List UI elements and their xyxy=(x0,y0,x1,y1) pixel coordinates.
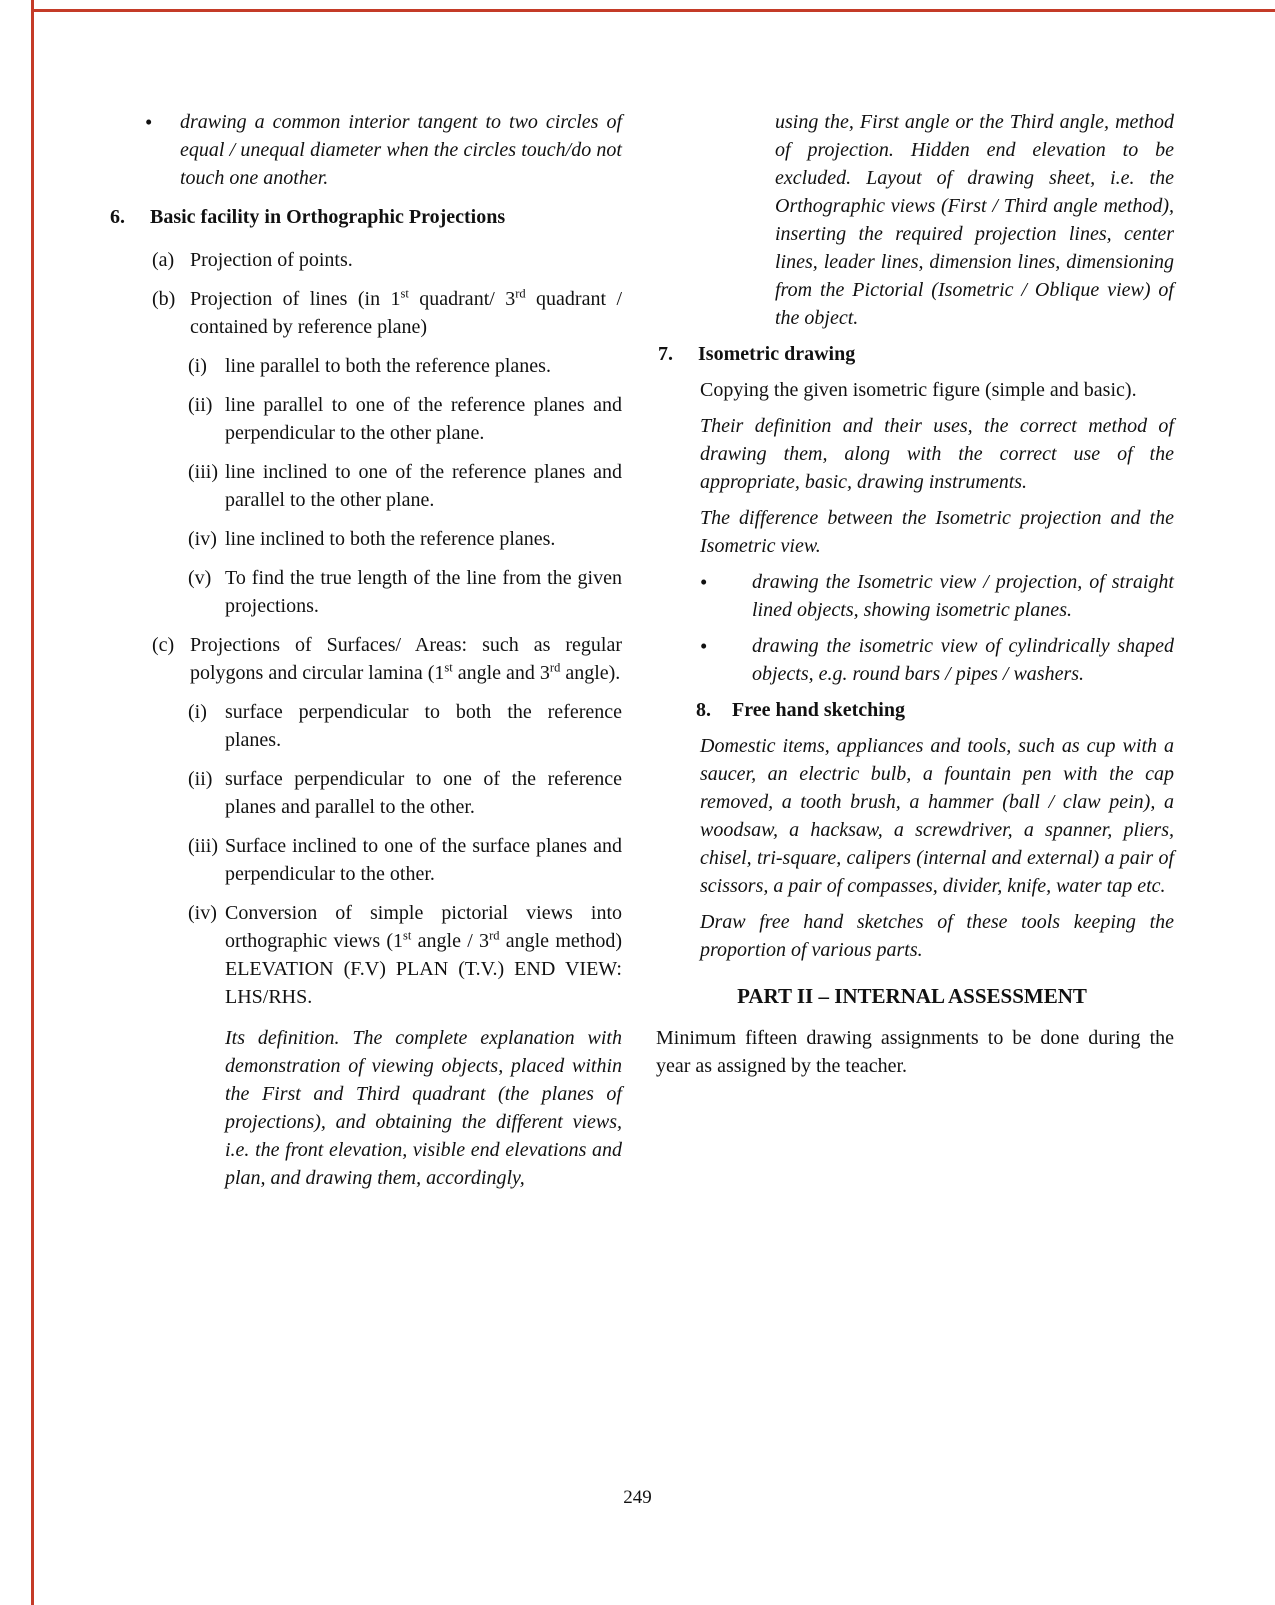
item-c-label: (c) xyxy=(152,634,175,656)
item-c-iii xyxy=(188,832,622,888)
item-b-label: (b) xyxy=(152,288,176,310)
section-6-title: Basic facility in Orthographic Projections xyxy=(150,206,506,228)
section-8-italic-1: Domestic items, appliances and tools, such as cup with a saucer, an electric bulb, a fountain pen with the cap removed, a tooth brush, a hammer (ball / claw pein), a woodsaw, a hacksaw, a screwdriver, a spanner, pliers, chisel, tri-square, calipers (internal and external) a pair of scissors, a pair of compasses, divider, knife, water tap etc. xyxy=(700,735,1174,897)
section-8-italic-2: Draw free hand sketches of these tools keeping the proportion of various parts. xyxy=(700,911,1174,961)
item-c-iv-sup1: st xyxy=(403,928,412,943)
item-c-text xyxy=(190,631,622,687)
left-column xyxy=(110,108,622,1192)
item-b-iv xyxy=(188,525,622,553)
item-b-i-label: (i) xyxy=(188,355,207,377)
section-7-bullet-2 xyxy=(700,632,1174,688)
part-2-paragraph: Minimum fifteen drawing assignments to be done during the year as assigned by the teacher. xyxy=(656,1027,1174,1077)
intro-bullet-text: drawing a common interior tangent to two circles of equal / unequal diameter when the circles touch/do not touch one another. xyxy=(180,111,622,189)
section-7-bullet-1-text: drawing the Isometric view / projection, of straight lined objects, showing isometric planes. xyxy=(752,571,1174,621)
section-7-number: 7. xyxy=(658,343,673,365)
item-c-sup1: st xyxy=(444,660,453,675)
item-c-iv-part3: angle method) ELEVATION (F.V) PLAN (T.V.) END VIEW: LHS/RHS. xyxy=(225,930,622,1008)
section-7-heading xyxy=(650,340,1174,368)
section-8-title: Free hand sketching xyxy=(732,699,905,721)
top-margin-rule xyxy=(31,9,1275,12)
item-c-iii-label: (iii) xyxy=(188,835,218,857)
section-8-number: 8. xyxy=(696,699,711,721)
item-b xyxy=(152,285,622,341)
item-b-i-text: line parallel to both the reference planes. xyxy=(225,355,551,377)
item-c-iv-note: Its definition. The complete explanation with demonstration of viewing objects, placed within the First and Third quadrant (the planes of projections), and obtaining the different views, i.e. the front elevation, visible end elevations and plan, and drawing them, accordingly, xyxy=(225,1027,622,1189)
item-c-i xyxy=(188,698,622,754)
item-c-iv-text xyxy=(225,899,622,1011)
item-c-sup2: rd xyxy=(549,660,561,675)
item-b-v-label: (v) xyxy=(188,567,212,589)
item-b-text xyxy=(190,285,622,341)
item-b-ii xyxy=(188,391,622,447)
item-c-iv-label: (iv) xyxy=(188,902,217,924)
item-b-part1: Projection of lines (in 1 xyxy=(190,288,401,310)
item-c-ii xyxy=(188,765,622,821)
section-7-italic-2: The difference between the Isometric projection and the Isometric view. xyxy=(700,507,1174,557)
section-8-heading xyxy=(650,696,1174,724)
item-b-iii-label: (iii) xyxy=(188,461,218,483)
item-b-part3: quadrant / contained by reference plane) xyxy=(190,288,622,338)
item-c-part2: angle and 3 xyxy=(452,662,550,684)
section-7-paragraph: Copying the given isometric figure (simple and basic). xyxy=(700,379,1137,401)
item-c-iv-part1: Conversion of simple pictorial views into orthographic views (1 xyxy=(225,902,622,952)
item-b-ii-label: (ii) xyxy=(188,394,213,416)
left-margin-rule xyxy=(31,0,34,1605)
item-c-iv-part2: angle / 3 xyxy=(411,930,490,952)
section-6-number: 6. xyxy=(110,206,125,228)
item-c-iv xyxy=(188,899,622,1011)
item-c-iii-text: Surface inclined to one of the surface planes and perpendicular to the other. xyxy=(225,835,622,885)
item-c-i-label: (i) xyxy=(188,701,207,723)
item-b-iii xyxy=(188,458,622,514)
item-b-sup1: st xyxy=(400,286,409,301)
item-c-ii-label: (ii) xyxy=(188,768,213,790)
item-b-iv-text: line inclined to both the reference planes. xyxy=(225,528,556,550)
item-b-iv-label: (iv) xyxy=(188,528,217,550)
item-a xyxy=(152,246,622,274)
intro-bullet-item xyxy=(110,108,622,192)
item-c-part3: angle). xyxy=(560,662,621,684)
item-b-part2: quadrant/ 3 xyxy=(408,288,516,310)
item-b-i xyxy=(188,352,622,380)
item-c xyxy=(152,631,622,687)
item-b-v-text: To find the true length of the line from the given projections. xyxy=(225,567,622,617)
bullet-icon: • xyxy=(700,634,708,658)
item-b-sup2: rd xyxy=(515,286,526,301)
part-2-heading: PART II – INTERNAL ASSESSMENT xyxy=(737,984,1087,1008)
bullet-icon: • xyxy=(700,570,708,594)
item-c-iv-sup2: rd xyxy=(489,928,500,943)
page-number: 249 xyxy=(623,1487,652,1508)
section-6-heading xyxy=(110,203,622,231)
right-column xyxy=(650,108,1174,1080)
item-b-ii-text: line parallel to one of the reference planes and perpendicular to the other plane. xyxy=(225,394,622,444)
item-b-v xyxy=(188,564,622,620)
section-7-italic-1: Their definition and their uses, the correct method of drawing them, along with the correct use of the appropriate, basic, drawing instruments. xyxy=(700,415,1174,493)
continuation-paragraph: using the, First angle or the Third angle, method of projection. Hidden end elevation to be excluded. Layout of drawing sheet, i.e. the Orthographic views (First / Third angle method), inserting the required projection lines, center lines, leader lines, dimension lines, dimensioning from the Pictorial (Isometric / Oblique view) of the object. xyxy=(775,111,1174,329)
item-a-label: (a) xyxy=(152,249,175,271)
item-c-ii-text: surface perpendicular to one of the reference planes and parallel to the other. xyxy=(225,768,622,818)
bullet-icon: • xyxy=(145,110,153,134)
item-a-text: Projection of points. xyxy=(190,249,353,271)
section-7-title: Isometric drawing xyxy=(698,343,856,365)
section-7-bullet-1 xyxy=(700,568,1174,624)
section-7-bullet-2-text: drawing the isometric view of cylindrically shaped objects, e.g. round bars / pipes / washers. xyxy=(752,635,1174,685)
item-b-iii-text: line inclined to one of the reference planes and parallel to the other plane. xyxy=(225,461,622,511)
item-c-part1: Projections of Surfaces/ Areas: such as regular polygons and circular lamina (1 xyxy=(190,634,622,684)
item-c-i-text: surface perpendicular to both the reference planes. xyxy=(225,701,622,751)
